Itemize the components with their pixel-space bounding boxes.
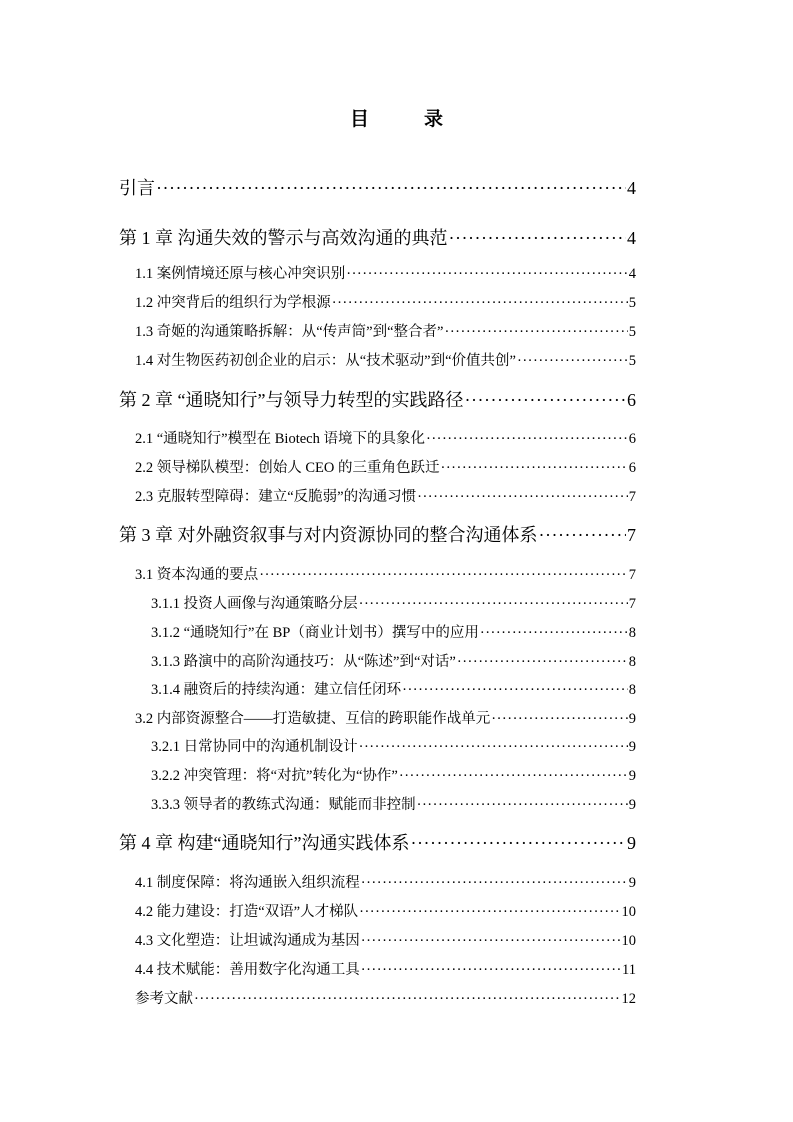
toc-entry-label: 4.3 文化塑造：让坦诚沟通成为基因 [135,933,360,949]
toc-entry-label: 引言 [119,178,155,198]
toc-section-entry[interactable] [135,929,636,950]
toc-page-number: 6 [627,390,636,410]
toc-subsection-entry[interactable] [151,592,636,613]
dot-leader [517,353,628,370]
toc-entry-label: 4.1 制度保障：将沟通嵌入组织流程 [135,875,360,891]
toc-section-entry[interactable] [135,485,636,506]
toc-page-number: 8 [628,654,636,670]
toc-entry-label: 2.3 克服转型障碍：建立“反脆弱”的沟通习惯 [135,489,417,505]
toc-section-entry[interactable] [135,958,636,979]
toc-entry-label: 1.1 案例情境还原与核心冲突识别 [135,266,346,282]
toc-section-entry[interactable] [135,291,636,312]
toc-section-entry[interactable] [135,349,636,370]
dot-leader [410,833,626,854]
toc-section-entry[interactable] [135,987,636,1008]
toc-entry-label: 1.2 冲突背后的组织行为学根源 [135,295,331,311]
toc-page-number: 10 [621,904,636,920]
toc-subsection-entry[interactable] [151,735,636,756]
dot-leader [399,768,628,785]
toc-entry-label: 3.2.2 冲突管理：将“对抗”转化为“协作” [151,768,398,784]
toc-entry-label: 4.2 能力建设：打造“双语”人才梯队 [135,904,359,920]
toc-subsection-entry[interactable] [151,793,636,814]
toc-chapter-entry[interactable] [119,174,636,200]
toc-entry-label: 3.2.1 日常协同中的沟通机制设计 [151,739,358,755]
dot-leader [449,228,627,249]
toc-title: 目 录 [349,108,461,130]
toc-section-entry[interactable] [135,707,636,728]
toc-page-number: 5 [628,324,636,340]
toc-page-number: 4 [628,266,636,282]
toc-entry-label: 1.3 奇姬的沟通策略拆解：从“传声筒”到“整合者” [135,324,444,340]
toc-entry-label: 3.1.3 路演中的高阶沟通技巧：从“陈述”到“对话” [151,654,456,670]
dot-leader [417,797,628,814]
dot-leader [361,933,621,950]
toc-page-number: 9 [628,711,636,727]
dot-leader [332,295,628,312]
toc-page-number: 9 [628,768,636,784]
dot-leader [464,390,626,411]
toc-chapter-entry[interactable] [119,386,636,412]
toc-entry-label: 参考文献 [135,991,193,1007]
toc-page-number: 4 [627,228,636,248]
toc-page-number: 10 [621,933,636,949]
toc-entry-label: 3.1 资本沟通的要点 [135,567,259,583]
toc-chapter-entry[interactable] [119,521,636,547]
dot-leader [359,739,628,756]
toc-page-number: 8 [628,625,636,641]
toc-page-number: 5 [628,295,636,311]
dot-leader [259,567,628,584]
dot-leader [417,489,628,506]
dot-leader [426,431,628,448]
toc-entry-label: 2.2 领导梯队模型：创始人 CEO 的三重角色跃迁 [135,460,440,476]
toc-chapter-entry[interactable] [119,224,636,250]
dot-leader [361,875,628,892]
toc-entry-label: 4.4 技术赋能：善用数字化沟通工具 [135,962,360,978]
toc-page-number: 9 [628,875,636,891]
toc-page-number: 7 [628,596,636,612]
dot-leader [491,711,628,728]
toc-entry-label: 第 2 章 “通晓知行”与领导力转型的实践路径 [119,390,464,410]
dot-leader [445,324,628,341]
toc-page-number: 11 [622,962,636,978]
toc-section-entry[interactable] [135,320,636,341]
toc-section-entry[interactable] [135,427,636,448]
toc-page-number: 9 [628,797,636,813]
dot-leader [194,991,621,1008]
dot-leader [480,625,628,642]
toc-page-number: 7 [628,567,636,583]
dot-leader [457,654,628,671]
toc-page-number: 12 [621,991,636,1007]
dot-leader [346,266,628,283]
toc-page-number: 6 [628,460,636,476]
toc-page-number: 4 [627,178,636,198]
toc-entry-label: 1.4 对生物医药初创企业的启示：从“技术驱动”到“价值共创” [135,353,516,369]
dot-leader [441,460,628,477]
toc-section-entry[interactable] [135,563,636,584]
toc-section-entry[interactable] [135,456,636,477]
toc-page-number: 5 [628,353,636,369]
toc-section-entry[interactable] [135,900,636,921]
toc-subsection-entry[interactable] [151,764,636,785]
dot-leader [359,904,620,921]
toc-entry-label: 第 3 章 对外融资叙事与对内资源协同的整合沟通体系 [119,525,538,545]
toc-section-entry[interactable] [135,262,636,283]
toc-entry-label: 2.1 “通晓知行”模型在 Biotech 语境下的具象化 [135,431,425,447]
toc-entry-label: 3.3.3 领导者的教练式沟通：赋能而非控制 [151,797,416,813]
toc-entry-label: 3.1.2 “通晓知行”在 BP（商业计划书）撰写中的应用 [151,625,479,641]
toc-page-number: 9 [628,739,636,755]
toc-subsection-entry[interactable] [151,650,636,671]
toc-page-number: 9 [627,833,636,853]
dot-leader [539,525,627,546]
toc-page-number: 8 [628,682,636,698]
dot-leader [402,682,628,699]
toc-entry-label: 3.2 内部资源整合——打造敏捷、互信的跨职能作战单元 [135,711,491,727]
toc-section-entry[interactable] [135,871,636,892]
toc-subsection-entry[interactable] [151,678,636,699]
toc-subsection-entry[interactable] [151,621,636,642]
dot-leader [156,178,626,199]
toc-page-number: 6 [628,431,636,447]
toc-entry-label: 3.1.4 融资后的持续沟通：建立信任闭环 [151,682,402,698]
dot-leader [361,962,621,979]
toc-chapter-entry[interactable] [119,829,636,855]
toc-page-number: 7 [628,489,636,505]
toc-page-number: 7 [627,525,636,545]
toc-entry-label: 3.1.1 投资人画像与沟通策略分层 [151,596,358,612]
toc-entry-label: 第 4 章 构建“通晓知行”沟通实践体系 [119,833,410,853]
toc-entry-label: 第 1 章 沟通失效的警示与高效沟通的典范 [119,228,448,248]
dot-leader [359,596,628,613]
